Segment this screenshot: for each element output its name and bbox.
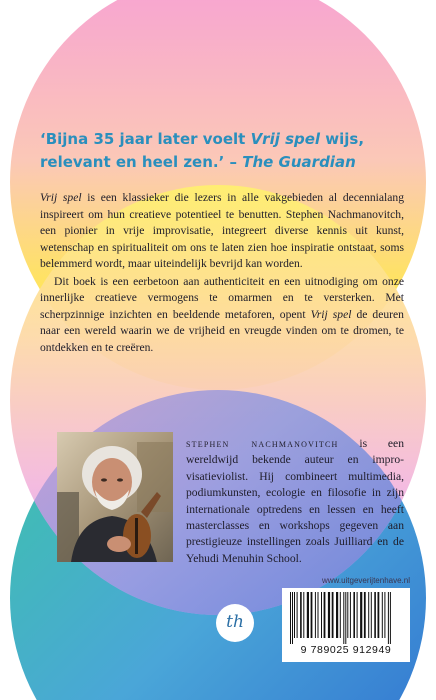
barcode-bar bbox=[328, 592, 330, 638]
book-title-inline: Vrij spel bbox=[40, 191, 82, 204]
barcode-guard-bar bbox=[388, 592, 389, 644]
description-paragraph-2-start: Dit boek is een eerbetoon aan authenticiteit en een uitnodiging om onze innerlijke creatieve vermogens te omarmen en te versterken. Met scherpzinnige inzichten en beeldende metaforen, opent bbox=[40, 274, 404, 321]
barcode-bar bbox=[371, 592, 372, 638]
quote-line-1-start: ‘Bijna 35 jaar later voelt bbox=[40, 130, 251, 148]
description-paragraph-2 bbox=[40, 274, 404, 357]
quote-line-2-start: relevant en heel zen.’ – bbox=[40, 153, 243, 171]
barcode-bar bbox=[315, 592, 316, 638]
barcode-bar bbox=[336, 592, 338, 638]
barcode-bar bbox=[374, 592, 376, 638]
barcode-bar bbox=[350, 592, 351, 638]
barcode-guard-bar bbox=[292, 592, 293, 644]
barcode-bar bbox=[353, 592, 355, 638]
author-name: stephen nachmanovitch bbox=[186, 438, 339, 450]
barcode-bar bbox=[368, 592, 369, 638]
barcode-bar bbox=[294, 592, 295, 638]
publisher-logo-text: th bbox=[226, 612, 244, 632]
barcode-bar bbox=[307, 592, 309, 638]
barcode-bar bbox=[318, 592, 319, 638]
barcode-bar bbox=[340, 592, 341, 638]
barcode-bar bbox=[297, 592, 298, 638]
barcode-bar bbox=[324, 592, 326, 638]
publisher-url[interactable]: www.uitgeverijtenhave.nl bbox=[321, 576, 410, 585]
barcode-bar bbox=[332, 592, 334, 638]
barcode-bar bbox=[321, 592, 322, 638]
barcode-guard-bar bbox=[390, 592, 391, 644]
barcode-bar bbox=[300, 592, 302, 638]
barcode-guard-bar bbox=[345, 592, 346, 644]
barcode-bar bbox=[311, 592, 313, 638]
book-title-inline: Vrij spel bbox=[310, 307, 352, 321]
description-paragraph-1-text: is een klassieker die lezers in alle vakgebieden al decennialang inspireert om hun creatieve potentieel te benutten. Stephen Nachmanovitch, een pionier in vrije improvisatie, integreert diverse kennis uit kunst, wetenschap en spiritualiteit om ons te laten zien hoe inspiratie ontstaat, soms belemmerd wordt, maar uiteindelijk bevrijd kan worden. bbox=[40, 191, 404, 270]
barcode-bar bbox=[303, 592, 304, 638]
barcode-guard-bar bbox=[343, 592, 344, 644]
barcode-bar bbox=[347, 592, 348, 638]
description-paragraph-1 bbox=[40, 190, 404, 273]
publisher-logo bbox=[216, 604, 254, 642]
description-paragraph-2-end: de deuren naar een wereld waarin we de vrijheid en vreugde vinden om te dromen, te ontdekken en te creëren. bbox=[40, 307, 404, 354]
barcode-bar bbox=[378, 592, 380, 638]
barcode-bar bbox=[357, 592, 358, 638]
author-bio bbox=[186, 436, 404, 567]
author-bio-text: is een wereldwijd bekende auteur en improvisatieviolist. Hij combineert multimedia, podiumkunsten, ecologie en filosofie in zijn internationale optredens en lessen en heeft masterclasses en workshops gegeven aan prestigieuze instellingen zoals Juilliard en de Yehudi Menuhin School. bbox=[186, 437, 404, 565]
barcode-bar bbox=[364, 592, 366, 638]
barcode-guard-bar bbox=[290, 592, 291, 644]
isbn-number: 9 789025 912949 bbox=[300, 644, 392, 656]
quote-source: The Guardian bbox=[242, 153, 356, 171]
barcode-bar bbox=[382, 592, 383, 638]
book-description bbox=[40, 190, 404, 356]
barcode-bar bbox=[360, 592, 362, 638]
author-photo bbox=[57, 432, 173, 562]
quote-book-title: Vrij spel bbox=[250, 130, 321, 148]
quote-line-1-end: wijs, bbox=[320, 130, 365, 148]
barcode-bars bbox=[282, 588, 410, 646]
barcode-bar bbox=[384, 592, 385, 638]
review-quote bbox=[40, 128, 410, 174]
barcode bbox=[282, 588, 410, 662]
